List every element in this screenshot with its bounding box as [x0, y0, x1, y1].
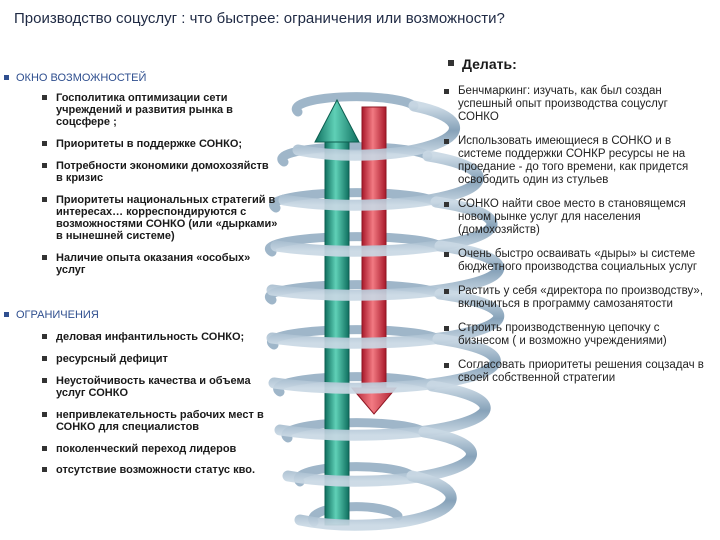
list-item	[42, 464, 278, 476]
bullet-icon	[444, 326, 449, 331]
bullet-icon	[42, 334, 47, 339]
list-item	[42, 92, 278, 128]
bullet-icon	[42, 356, 47, 361]
bullet-icon	[42, 467, 47, 472]
list-item-text: отсутствие возможности статус кво.	[56, 464, 255, 476]
bullet-icon	[42, 95, 47, 100]
bullet-icon	[444, 252, 449, 257]
list-item-text: Неустойчивость качества и объема услуг СОНКО	[56, 375, 251, 399]
list-item	[42, 160, 278, 184]
spiral-band-back	[296, 97, 414, 112]
list-item-text: Бенчмаркинг: изучать, как был создан успешный опыт производства соцуслуг СОНКО	[458, 85, 668, 123]
todo-heading: Делать:	[448, 56, 517, 72]
bullet-icon	[42, 446, 47, 451]
list-item	[42, 375, 278, 399]
up-arrow-icon	[315, 100, 359, 525]
opportunities-heading: ОКНО ВОЗМОЖНОСТЕЙ	[4, 72, 146, 84]
list-item	[42, 252, 278, 276]
list-item-text: ресурсный дефицит	[56, 353, 168, 365]
list-item-text: Использовать имеющиеся в СОНКО и в системе поддержки СОНКР ресурсы не на проедание - до того времени, как придется освободить один из стульев	[458, 135, 689, 186]
list-item	[444, 85, 706, 124]
list-item-text: Растить у себя «директора по производству», включиться в программу самозанятости	[458, 285, 704, 310]
page-title: Производство соцуслуг : что быстрее: ограничения или возможности?	[14, 10, 505, 27]
list-item-text: СОНКО найти свое место в становящемся новом рынке услуг для населения (домохозяйств)	[458, 198, 686, 236]
list-item-text: Приоритеты в поддержке СОНКО;	[56, 138, 243, 150]
bullet-icon	[42, 378, 47, 383]
list-item	[444, 135, 706, 187]
list-item	[42, 353, 278, 365]
list-item-text: Потребности экономики домохозяйств в кризис	[56, 160, 269, 184]
list-item-text: Согласовать приоритеты решения соцзадач в своей собственной стратегии	[458, 359, 704, 384]
list-item-text: деловая инфантильность СОНКО;	[56, 331, 245, 343]
bullet-icon	[42, 255, 47, 260]
list-item-text: Наличие опыта оказания «особых» услуг	[56, 252, 251, 276]
list-item-text: Приоритеты национальных стратегий в интересах… корреспондируются с возможностями СОНКО (или «дырками» в нынешней системе)	[56, 194, 278, 242]
bullet-icon	[444, 289, 449, 294]
bullet-icon	[42, 412, 47, 417]
list-item-text: Очень быстро осваивать «дыры» ы системе бюджетного производства социальных услуг	[458, 248, 698, 273]
bullet-icon	[42, 163, 47, 168]
todo-list	[444, 85, 706, 393]
list-item-text: поколенческий переход лидеров	[56, 443, 237, 455]
list-item	[42, 331, 278, 343]
list-item-text: Госполитика оптимизации сети учреждений и развития рынка в соцсфере ;	[56, 92, 233, 128]
list-item	[42, 194, 278, 242]
list-item	[444, 322, 706, 348]
bullet-icon	[444, 202, 449, 207]
constraints-list	[42, 331, 278, 484]
list-item-text: Строить производственную цепочку с бизнесом ( и возможно учреждениями)	[458, 322, 667, 347]
bullet-icon	[42, 197, 47, 202]
list-item	[42, 138, 278, 150]
list-item	[42, 409, 278, 433]
bullet-icon	[444, 139, 449, 144]
list-item-text: непривлекательность рабочих мест в СОНКО для специалистов	[56, 409, 264, 433]
opportunities-list	[42, 92, 278, 284]
list-item	[444, 359, 706, 385]
bullet-icon	[444, 89, 449, 94]
list-item	[444, 198, 706, 237]
list-item	[444, 248, 706, 274]
list-item	[444, 285, 706, 311]
list-item	[42, 443, 278, 455]
bullet-icon	[444, 363, 449, 368]
constraints-heading: ОГРАНИЧЕНИЯ	[4, 309, 99, 321]
bullet-icon	[42, 141, 47, 146]
